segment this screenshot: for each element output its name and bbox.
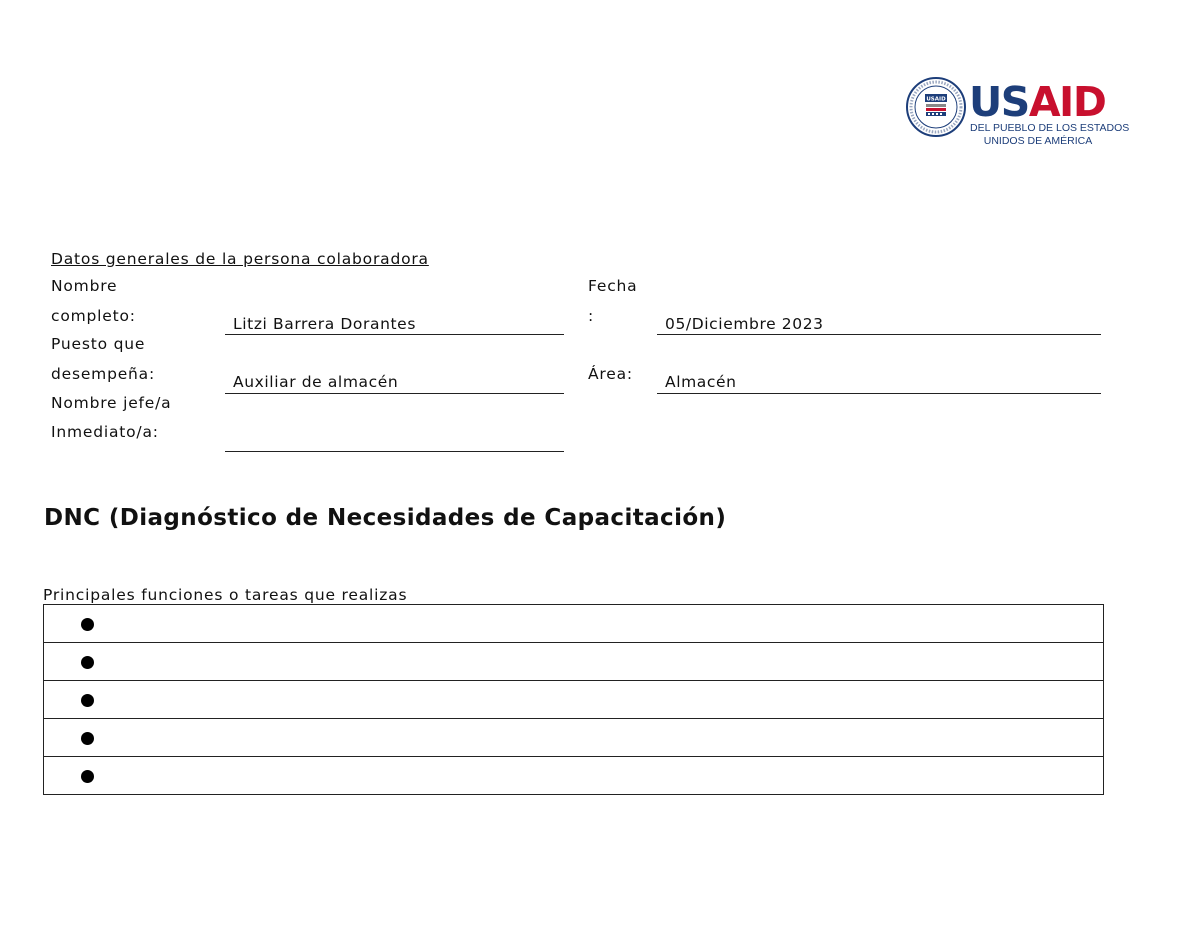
task-row[interactable] xyxy=(44,643,1104,681)
task-row[interactable] xyxy=(44,605,1104,643)
date-field-underline xyxy=(657,334,1101,335)
usaid-seal-logo xyxy=(906,77,966,137)
task-row[interactable] xyxy=(44,719,1104,757)
date-label-line1: Fecha xyxy=(588,277,638,295)
position-field-underline xyxy=(225,393,564,394)
dnc-title: DNC (Diagnóstico de Necesidades de Capacitación) xyxy=(44,505,727,531)
area-label: Área: xyxy=(588,365,633,383)
date-field[interactable]: 05/Diciembre 2023 xyxy=(665,315,824,333)
boss-label-line1: Nombre jefe/a xyxy=(51,394,172,412)
usaid-subtitle: DEL PUEBLO DE LOS ESTADOS UNIDOS DE AMÉRICA xyxy=(970,122,1130,147)
svg-text:USAID: USAID xyxy=(926,96,946,103)
area-field-underline xyxy=(657,393,1101,394)
name-field[interactable]: Litzi Barrera Dorantes xyxy=(233,315,416,333)
bullet-icon xyxy=(81,618,94,631)
general-data-title: Datos generales de la persona colaboradora xyxy=(51,250,429,268)
tasks-title: Principales funciones o tareas que realizas xyxy=(43,586,408,604)
boss-field-underline xyxy=(225,451,564,452)
position-label-line2: desempeña: xyxy=(51,365,156,383)
position-label-line1: Puesto que xyxy=(51,335,146,353)
tasks-table xyxy=(43,604,1104,795)
name-label-line1: Nombre xyxy=(51,277,118,295)
name-label-line2: completo: xyxy=(51,307,136,325)
boss-label-line2: Inmediato/a: xyxy=(51,423,159,441)
usaid-wordmark: USAID xyxy=(969,78,1106,126)
bullet-icon xyxy=(81,732,94,745)
task-row[interactable] xyxy=(44,757,1104,795)
bullet-icon xyxy=(81,694,94,707)
task-row[interactable] xyxy=(44,681,1104,719)
bullet-icon xyxy=(81,656,94,669)
area-field[interactable]: Almacén xyxy=(665,373,737,391)
bullet-icon xyxy=(81,770,94,783)
position-field[interactable]: Auxiliar de almacén xyxy=(233,373,399,391)
date-label-line2: : xyxy=(588,307,595,325)
name-field-underline xyxy=(225,334,564,335)
